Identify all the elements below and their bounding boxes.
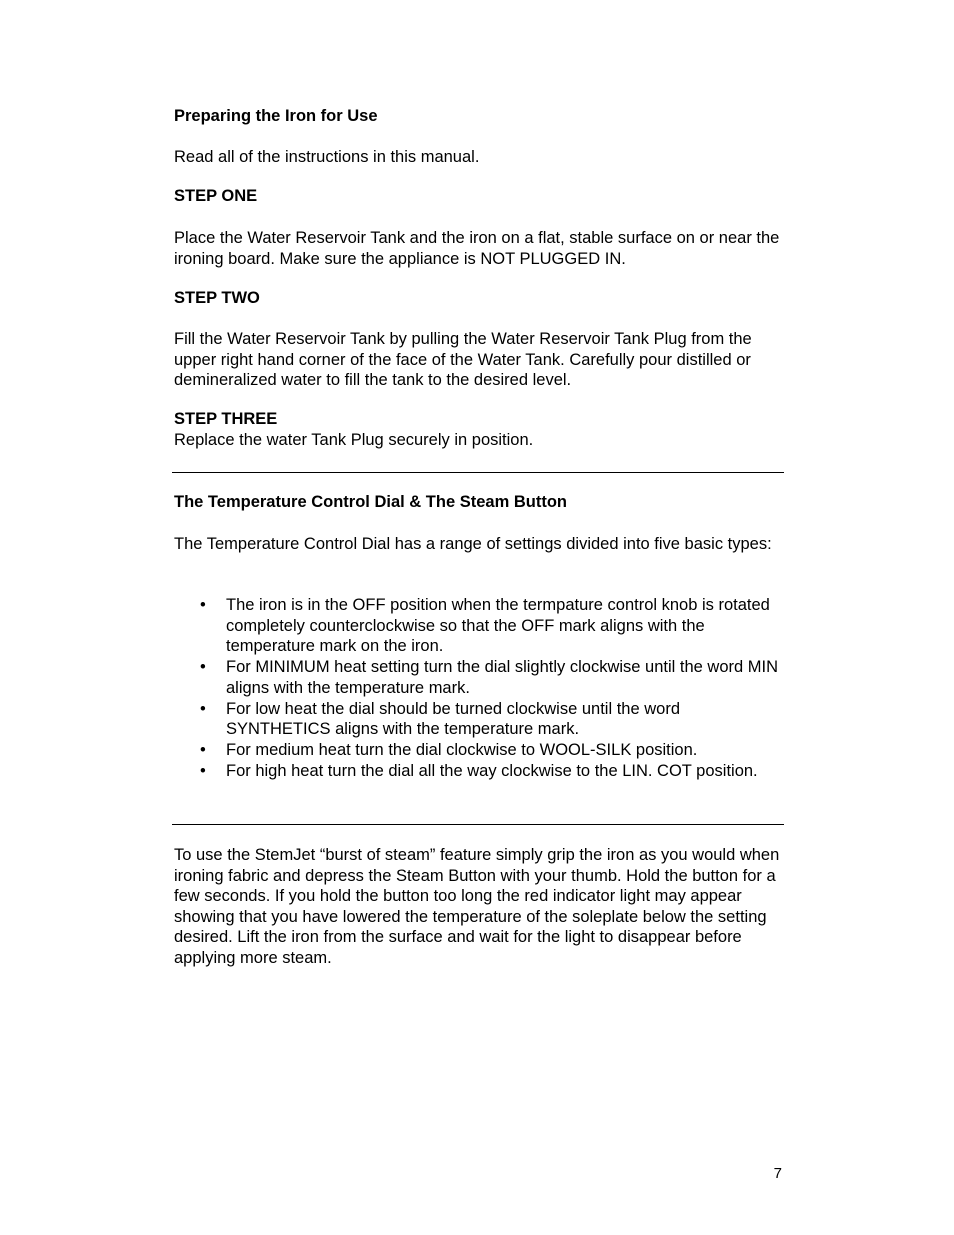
bullet-icon: • <box>200 762 206 780</box>
bullet-icon: • <box>200 699 206 718</box>
horizontal-rule <box>172 824 784 825</box>
list-item <box>174 595 786 657</box>
step-one-text: Place the Water Reservoir Tank and the iron on a flat, stable surface on or near the ironing board. Make sure the appliance is NOT PLUGGED IN. <box>174 229 780 268</box>
list-item <box>174 699 786 740</box>
list-item <box>174 657 786 698</box>
list-item-text: For high heat turn the dial all the way clockwise to the LIN. COT position. <box>226 762 758 780</box>
section-title-temperature-dial: The Temperature Control Dial & The Steam Button <box>174 493 567 511</box>
list-item <box>174 761 786 782</box>
list-item-text: For medium heat turn the dial clockwise to WOOL-SILK position. <box>226 741 698 759</box>
horizontal-rule <box>172 472 784 473</box>
step-one-heading: STEP ONE <box>174 187 258 205</box>
list-item-text: For low heat the dial should be turned clockwise until the word SYNTHETICS aligns with the temperature mark. <box>226 699 680 738</box>
page-number: 7 <box>773 1165 782 1182</box>
bullet-icon: • <box>200 658 206 676</box>
bullet-icon: • <box>200 741 206 759</box>
step-three-text: Replace the water Tank Plug securely in position. <box>174 431 534 449</box>
list-item <box>174 740 786 761</box>
step-two-heading: STEP TWO <box>174 289 260 307</box>
step-two-text: Fill the Water Reservoir Tank by pulling the Water Reservoir Tank Plug from the upper right hand corner of the face of the Water Tank. Carefully pour distilled or demineralized water to fill the tank to the desired level. <box>174 330 752 389</box>
intro-paragraph: Read all of the instructions in this manual. <box>174 148 480 166</box>
section-title-preparing-iron: Preparing the Iron for Use <box>174 107 378 125</box>
temperature-intro-paragraph: The Temperature Control Dial has a range of settings divided into five basic types: <box>174 535 772 553</box>
step-three-heading: STEP THREE <box>174 410 278 428</box>
steam-button-paragraph: To use the StemJet “burst of steam” feature simply grip the iron as you would when ironing fabric and depress the Steam Button with your thumb. Hold the button for a few seconds. If you hold the button too long the red indicator light may appear showing that you have lowered the temperature of the soleplate below the setting desired. Lift the iron from the surface and wait for the light to disappear before applying more steam. <box>174 846 780 967</box>
bullet-icon: • <box>200 596 206 614</box>
list-item-text: For MINIMUM heat setting turn the dial slightly clockwise until the word MIN aligns with the temperature mark. <box>226 658 779 697</box>
list-item-text: The iron is in the OFF position when the termpature control knob is rotated completely counterclockwise so that the OFF mark aligns with the temperature mark on the iron. <box>226 596 770 655</box>
temperature-settings-list <box>174 595 786 782</box>
